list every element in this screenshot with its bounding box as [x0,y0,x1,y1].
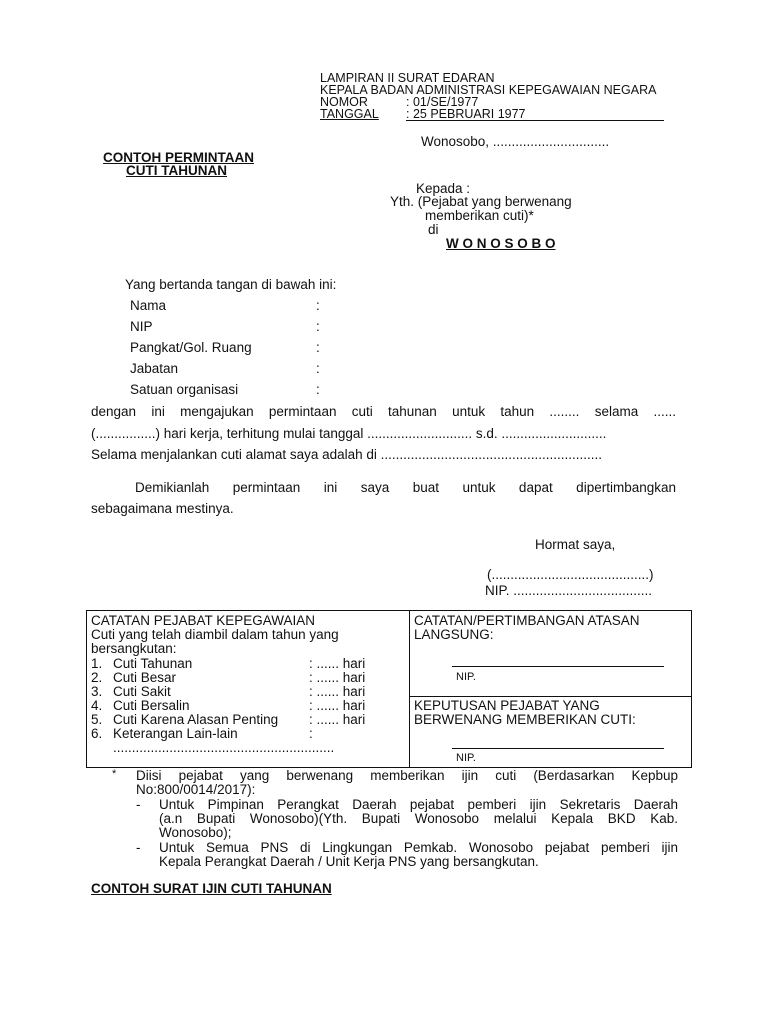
field-colon-nip: : [316,319,320,334]
cuti-item-label-1: Cuti Tahunan [113,656,193,671]
catatan-kepegawaian-sub2: bersangkutan: [91,641,177,656]
field-label-satuan: Satuan organisasi [130,382,239,397]
keputusan-pejabat-cell [410,697,692,768]
field-colon-pangkat: : [316,340,320,355]
cuti-item-value-3: : ...... hari [309,684,366,699]
title-line1: CONTOH PERMINTAAN [103,150,254,165]
keputusan-line2: BERWENANG MEMBERIKAN CUTI: [414,712,636,727]
catatan-atasan-line2: LANGSUNG: [414,627,494,642]
field-colon-jabatan: : [316,361,320,376]
catatan-kepegawaian-cell [87,611,410,768]
atasan-signature-line [452,666,664,667]
body-closing-line2: sebagaimana mestinya. [91,501,234,516]
cuti-item-label-2: Cuti Besar [113,670,177,685]
body-closing-line1: Demikianlah permintaan ini saya buat untuk dapat dipertimbangkan [135,480,676,495]
field-label-nip: NIP [130,319,153,334]
cuti-item-num-5: 5. [91,712,103,727]
body-line1: dengan ini mengajukan permintaan cuti tahunan untuk tahun ........ selama ...... [91,404,676,419]
keputusan-line1: KEPUTUSAN PEJABAT YANG [414,698,600,713]
cuti-item-label-3: Cuti Sakit [113,684,171,699]
header-tanggal-value: : 25 PEBRUARI 1977 [406,108,664,121]
header-nomor-value: : 01/SE/1977 [406,95,479,109]
body-line2: (................) hari kerja, terhitung mulai tanggal ............................ s.d. ............................ [91,426,607,441]
cuti-item-label-4: Cuti Bersalin [113,698,190,713]
recipient-yth: Yth. (Pejabat yang berwenang [390,194,572,209]
note-main-line2: No:800/0014/2017): [136,782,256,797]
cuti-item-num-2: 2. [91,670,103,685]
note-star: * [112,768,117,780]
cuti-item-num-1: 1. [91,656,103,671]
cuti-item-num-6: 6. [91,726,103,741]
catatan-table [86,610,692,768]
field-colon-nama: : [316,298,320,313]
atasan-nip: NIP. [456,671,476,683]
cuti-keterangan-dots: ........................................................... [113,740,335,755]
signature-name: (..........................................) [487,567,654,582]
note-dash-1: - [136,797,141,812]
field-label-jabatan: Jabatan [130,361,179,376]
field-colon-satuan: : [316,382,320,397]
cuti-item-label-5: Cuti Karena Alasan Penting [113,712,279,727]
catatan-kepegawaian-heading: CATATAN PEJABAT KEPEGAWAIAN [91,613,316,628]
body-line3: Selama menjalankan cuti alamat saya adalah di ........................................................... [91,447,602,462]
recipient-city: W O N O S O B O [446,236,556,251]
note-main-line1: Diisi pejabat yang berwenang memberikan ijin cuti (Berdasarkan Kepbup [136,768,678,783]
recipient-kepada: Kepada : [416,181,471,196]
cuti-item-num-4: 4. [91,698,103,713]
header-nomor-label: NOMOR [320,95,368,109]
cuti-item-value-6: : [309,726,313,741]
title-line2: CUTI TAHUNAN [126,163,227,178]
intro-text: Yang bertanda tangan di bawah ini: [125,277,337,292]
field-label-pangkat: Pangkat/Gol. Ruang [130,340,252,355]
keputusan-nip: NIP. [456,752,476,764]
cuti-item-value-1: : ...... hari [309,656,366,671]
signature-hormat: Hormat saya, [535,537,616,552]
header-line1: LAMPIRAN II SURAT EDARAN [320,71,495,85]
cuti-item-value-4: : ...... hari [309,698,366,713]
note-dash-2: - [136,840,141,855]
note-bullet1-line2: (a.n Bupati Wonosobo)(Yth. Bupati Wonosobo melalui Kepala BKD Kab. [159,811,678,826]
field-label-nama: Nama [130,298,167,313]
cuti-item-num-3: 3. [91,684,103,699]
catatan-kepegawaian-sub1: Cuti yang telah diambil dalam tahun yang [91,627,339,642]
catatan-atasan-cell [410,611,692,697]
signature-nip: NIP. ..................................... [485,583,653,598]
cuti-item-value-5: : ...... hari [309,712,366,727]
cuti-item-label-6: Keterangan Lain-lain [113,726,238,741]
header-tanggal-label: TANGGAL [320,107,379,121]
note-bullet1-line3: Wonosobo); [159,825,232,840]
recipient-yth2: memberikan cuti)* [425,208,534,223]
catatan-atasan-line1: CATATAN/PERTIMBANGAN ATASAN [414,613,640,628]
header-line2: KEPALA BADAN ADMINISTRASI KEPEGAWAIAN NEGARA [320,83,657,97]
note-bullet2-line1: Untuk Semua PNS di Lingkungan Pemkab. Wonosobo pejabat pemberi ijin [159,840,678,855]
recipient-di: di [428,222,439,237]
note-bullet1-line1: Untuk Pimpinan Perangkat Daerah pejabat pemberi ijin Sekretaris Daerah [159,797,678,812]
footer-title: CONTOH SURAT IJIN CUTI TAHUNAN [91,881,332,896]
keputusan-signature-line [452,748,664,749]
cuti-item-value-2: : ...... hari [309,670,366,685]
note-bullet2-line2: Kepala Perangkat Daerah / Unit Kerja PNS yang bersangkutan. [159,854,539,869]
place-date: Wonosobo, ............................... [421,134,610,149]
